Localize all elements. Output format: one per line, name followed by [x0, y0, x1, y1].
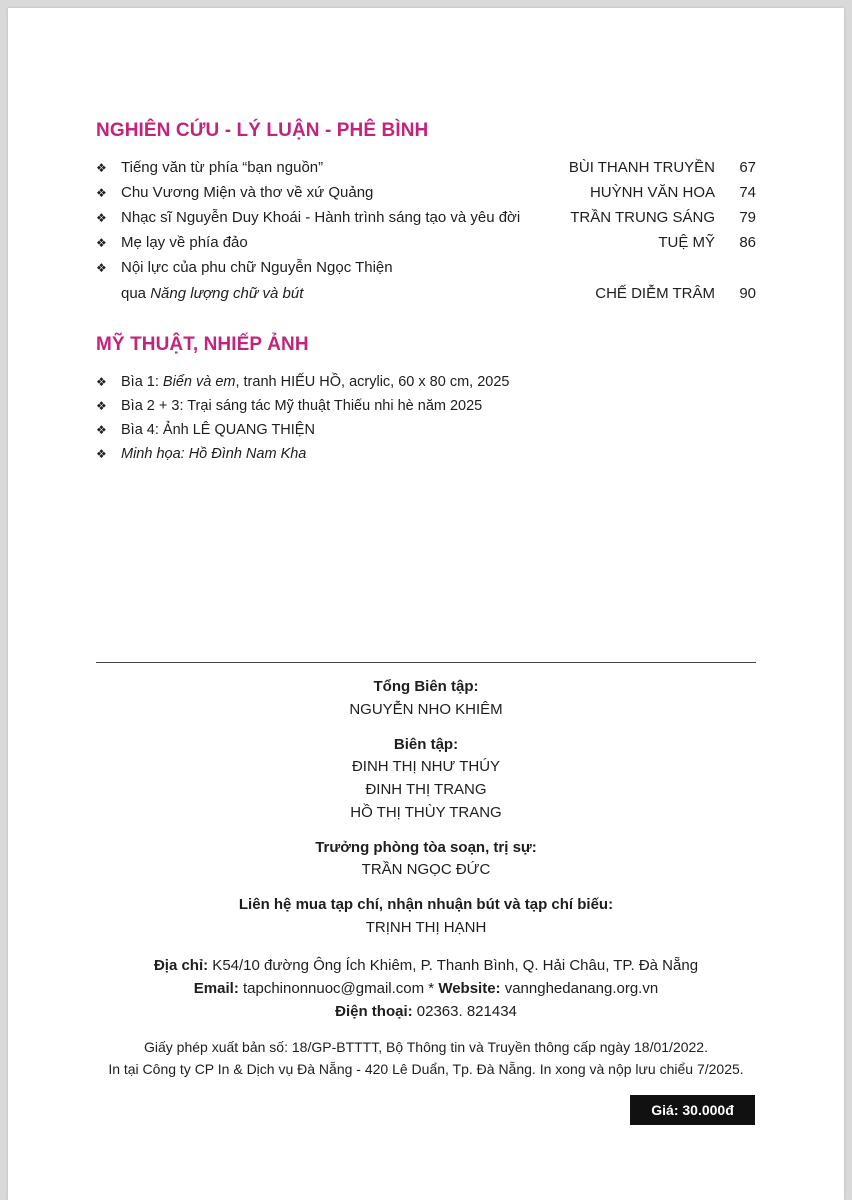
license-text: Giấy phép xuất bản số: 18/GP-BTTTT, Bộ Thông tin và Truyền thông cấp ngày 18/01/2022.	[144, 1039, 708, 1055]
contact-label: Liên hệ mua tạp chí, nhận nhuận bút và tạp chí biếu:	[238, 896, 614, 913]
section-heading-art: MỸ THUẬT, NHIẾP ẢNH	[96, 334, 309, 355]
address-line	[96, 954, 756, 977]
art-item	[96, 371, 696, 393]
bullet-icon: ❖	[96, 236, 107, 250]
toc-title-italic: Năng lượng chữ và bút	[150, 285, 304, 302]
editor-name: ĐINH THỊ NHƯ THÚY	[351, 758, 501, 775]
editors-label: Biên tập:	[393, 736, 459, 753]
bullet-icon: ❖	[96, 423, 107, 437]
art-item-text: Bìa 4: Ảnh LÊ QUANG THIỆN	[121, 422, 315, 438]
email-label: Email:	[193, 980, 239, 997]
toc-title: Tiếng văn từ phía “bạn nguồn”	[121, 159, 324, 176]
toc-title: Mẹ lạy về phía đảo	[121, 234, 248, 251]
toc-item	[96, 206, 756, 230]
office-head-name: TRẦN NGỌC ĐỨC	[361, 861, 491, 878]
toc-title: Nội lực của phu chữ Nguyễn Ngọc Thiện	[121, 259, 393, 276]
contact-name: TRỊNH THỊ HẠNH	[365, 919, 487, 936]
website-label: Website:	[438, 980, 501, 997]
contact-line	[96, 977, 756, 1000]
art-item-text	[121, 371, 509, 393]
email-value: tapchinonnuoc@gmail.com *	[238, 980, 439, 997]
bullet-icon: ❖	[96, 186, 107, 200]
editor-in-chief-label: Tổng Biên tập:	[373, 678, 479, 695]
editor-name: ĐINH THỊ TRANG	[365, 781, 487, 798]
toc-item-continuation	[96, 282, 756, 306]
toc-author: BÙI THANH TRUYỀN	[568, 159, 715, 176]
bullet-icon: ❖	[96, 375, 107, 389]
divider	[96, 662, 756, 663]
phone-line	[96, 1000, 756, 1023]
website-value: vannghedanang.org.vn	[500, 980, 659, 997]
section-heading-research: NGHIÊN CỨU - LÝ LUẬN - PHÊ BÌNH	[96, 120, 429, 141]
art-item	[96, 419, 696, 441]
toc-page-number: 74	[739, 184, 756, 201]
art-italic: Biển và em	[162, 374, 236, 390]
art-suffix: , tranh HIẾU HỒ, acrylic, 60 x 80 cm, 2025	[235, 374, 510, 390]
toc-page-number: 90	[739, 285, 756, 302]
toc-item	[96, 231, 756, 255]
editor-name: HỒ THỊ THÙY TRANG	[350, 804, 502, 821]
art-prefix: Bìa 1:	[121, 374, 163, 390]
phone-label: Điện thoại:	[335, 1003, 413, 1020]
bullet-icon: ❖	[96, 211, 107, 225]
toc-page-number: 79	[739, 209, 756, 226]
toc-item	[96, 156, 756, 180]
art-item	[96, 395, 696, 417]
price-badge: Giá: 30.000đ	[630, 1095, 755, 1125]
toc-page-number: 86	[739, 234, 756, 251]
address-label: Địa chỉ:	[153, 957, 209, 974]
toc-item	[96, 256, 756, 280]
toc-title-prefix: qua	[121, 285, 151, 302]
bullet-icon: ❖	[96, 447, 107, 461]
bullet-icon: ❖	[96, 261, 107, 275]
address-value: K54/10 đường Ông Ích Khiêm, P. Thanh Bình, Q. Hải Châu, TP. Đà Nẵng	[208, 957, 699, 974]
art-item-text: Bìa 2 + 3: Trại sáng tác Mỹ thuật Thiếu nhi hè năm 2025	[121, 398, 483, 414]
toc-item	[96, 181, 756, 205]
office-head-label: Trưởng phòng tòa soạn, trị sự:	[315, 839, 537, 856]
toc-author: HUỲNH VĂN HOA	[589, 184, 715, 201]
toc-title-line2	[121, 282, 303, 306]
toc-author: TUỆ MỸ	[658, 234, 715, 251]
editor-in-chief-name: NGUYỄN NHO KHIÊM	[349, 701, 503, 718]
art-item-text: Minh họa: Hồ Đình Nam Kha	[121, 446, 307, 462]
bullet-icon: ❖	[96, 161, 107, 175]
toc-title: Nhạc sĩ Nguyễn Duy Khoái - Hành trình sáng tạo và yêu đời	[121, 209, 521, 226]
art-item	[96, 443, 696, 465]
printer-text: In tại Công ty CP In & Dịch vụ Đà Nẵng - 420 Lê Duẩn, Tp. Đà Nẵng. In xong và nộp lưu chiểu 7/2025.	[108, 1061, 744, 1077]
toc-author: TRẦN TRUNG SÁNG	[570, 209, 715, 226]
toc-title: Chu Vương Miện và thơ về xứ Quảng	[121, 184, 374, 201]
toc-page-number: 67	[739, 159, 756, 176]
toc-author: CHẾ DIỄM TRÂM	[595, 285, 715, 302]
bullet-icon: ❖	[96, 399, 107, 413]
phone-value: 02363. 821434	[412, 1003, 517, 1020]
